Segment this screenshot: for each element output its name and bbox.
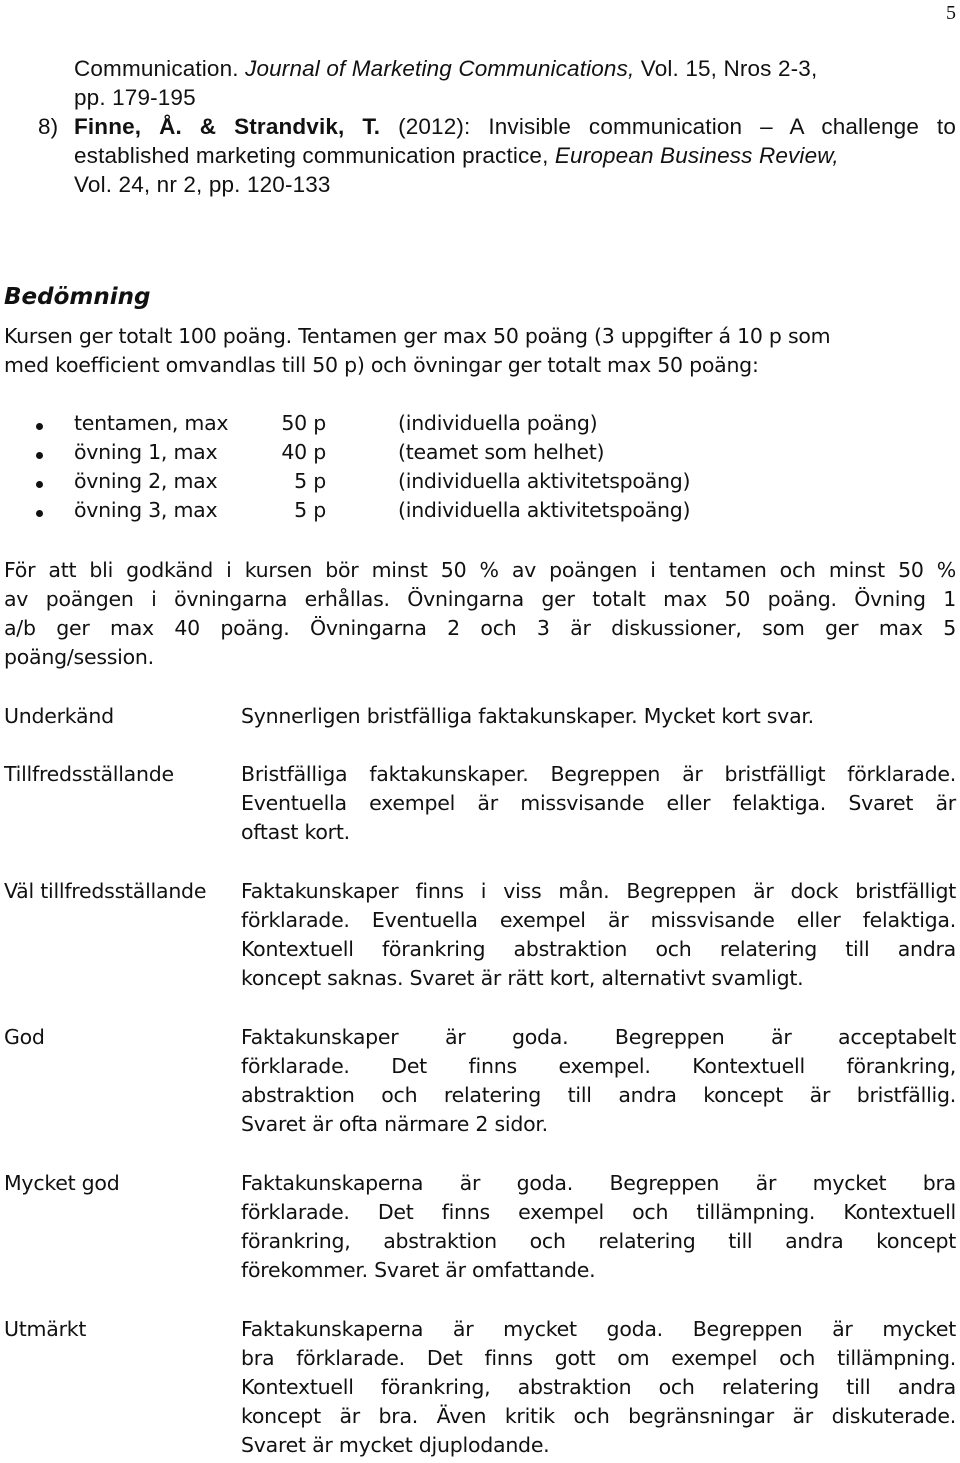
- reference-7-volume: Vol. 15, Nros 2-3,: [634, 56, 818, 81]
- bullet-note: (individuella poäng): [398, 411, 598, 435]
- pass-line-1: För att bli godkänd i kursen bör minst 50 % av poängen i tentamen och minst 50 %: [4, 558, 956, 582]
- grade-description-line: Faktakunskaperna är mycket goda. Begreppen är mycket: [241, 1317, 956, 1341]
- page-number: 5: [946, 2, 956, 24]
- bullet-dot: [36, 423, 43, 430]
- pass-line-3: a/b ger max 40 poäng. Övningarna 2 och 3 är diskussioner, som ger max 5: [4, 616, 956, 640]
- bullet-points: 50 p: [281, 411, 326, 435]
- grade-description-line: Kontextuell förankring, abstraktion och relatering till andra: [241, 1375, 956, 1399]
- grade-description-line: Bristfälliga faktakunskaper. Begreppen är bristfälligt förklarade.: [241, 762, 956, 786]
- pass-line-2: av poängen i övningarna erhållas. Övningarna ger totalt max 50 poäng. Övning 1: [4, 587, 956, 611]
- grade-description-line: Faktakunskaper är goda. Begreppen är acceptabelt: [241, 1025, 956, 1049]
- grade-description-line: abstraktion och relatering till andra koncept är bristfällig.: [241, 1083, 956, 1107]
- bullet-dot: [36, 452, 43, 459]
- reference-7-journal: Journal of Marketing Communications,: [245, 56, 635, 81]
- grade-description-line: förklarade. Eventuella exempel är missvisande eller felaktiga.: [241, 908, 956, 932]
- bullet-item: övning 3, max: [74, 498, 218, 522]
- reference-8-authors: Finne, Å. & Strandvik, T.: [74, 114, 381, 139]
- grade-description-line: Svaret är ofta närmare 2 sidor.: [241, 1112, 548, 1136]
- reference-7-line-1: [74, 56, 817, 82]
- bullet-item: tentamen, max: [74, 411, 229, 435]
- bullet-item: övning 2, max: [74, 469, 218, 493]
- reference-8-line-3: Vol. 24, nr 2, pp. 120-133: [74, 172, 331, 197]
- reference-8-number: 8): [38, 114, 59, 139]
- grade-description-line: koncept saknas. Svaret är rätt kort, alternativt svamligt.: [241, 966, 804, 990]
- intro-line-1: Kursen ger totalt 100 poäng. Tentamen ger max 50 poäng (3 uppgifter á 10 p som: [4, 324, 831, 348]
- bullet-note: (individuella aktivitetspoäng): [398, 498, 691, 522]
- grade-description-line: förankring, abstraktion och relatering till andra koncept: [241, 1229, 956, 1253]
- bullet-dot: [36, 510, 43, 517]
- grade-description-line: koncept är bra. Även kritik och begränsningar är diskuterade.: [241, 1404, 956, 1428]
- grade-label: Mycket god: [4, 1171, 120, 1195]
- grade-description-line: förklarade. Det finns exempel. Kontextuell förankring,: [241, 1054, 956, 1078]
- grade-description-line: Kontextuell förankring abstraktion och relatering till andra: [241, 937, 956, 961]
- grade-description-line: förekommer. Svaret är omfattande.: [241, 1258, 596, 1282]
- reference-8-journal: European Business Review,: [554, 143, 839, 168]
- pass-line-4: poäng/session.: [4, 645, 154, 669]
- reference-7-text: Communication.: [74, 56, 246, 81]
- grade-label: Utmärkt: [4, 1317, 87, 1341]
- grade-description-line: Svaret är mycket djuplodande.: [241, 1433, 550, 1457]
- grade-description-line: bra förklarade. Det finns gott om exempel och tillämpning.: [241, 1346, 956, 1370]
- grade-description-line: oftast kort.: [241, 820, 350, 844]
- section-heading: Bedömning: [4, 284, 151, 310]
- reference-7-line-2: pp. 179-195: [74, 85, 196, 110]
- grade-label: Väl tillfredsställande: [4, 879, 207, 903]
- grade-description-line: Faktakunskaperna är goda. Begreppen är mycket bra: [241, 1171, 956, 1195]
- bullet-points: 5 p: [294, 469, 326, 493]
- grade-description-line: förklarade. Det finns exempel och tillämpning. Kontextuell: [241, 1200, 956, 1224]
- bullet-points: 40 p: [281, 440, 326, 464]
- grade-description-line: Synnerligen bristfälliga faktakunskaper. Mycket kort svar.: [241, 704, 814, 728]
- bullet-points: 5 p: [294, 498, 326, 522]
- bullet-note: (individuella aktivitetspoäng): [398, 469, 691, 493]
- grade-description-line: Eventuella exempel är missvisande eller felaktiga. Svaret är: [241, 791, 956, 815]
- grade-description-line: Faktakunskaper finns i viss mån. Begreppen är dock bristfälligt: [241, 879, 956, 903]
- bullet-note: (teamet som helhet): [398, 440, 605, 464]
- grade-label: Tillfredsställande: [4, 762, 174, 786]
- reference-8-title-cont: established marketing communication practice,: [74, 143, 555, 168]
- reference-8-title: (2012): Invisible communication – A challenge to: [380, 114, 956, 139]
- grade-label: Underkänd: [4, 704, 114, 728]
- bullet-item: övning 1, max: [74, 440, 218, 464]
- bullet-dot: [36, 481, 43, 488]
- reference-8-line-2: [74, 143, 839, 169]
- grade-label: God: [4, 1025, 45, 1049]
- reference-8-line-1: [74, 114, 956, 140]
- intro-line-2: med koefficient omvandlas till 50 p) och övningar ger totalt max 50 poäng:: [4, 353, 759, 377]
